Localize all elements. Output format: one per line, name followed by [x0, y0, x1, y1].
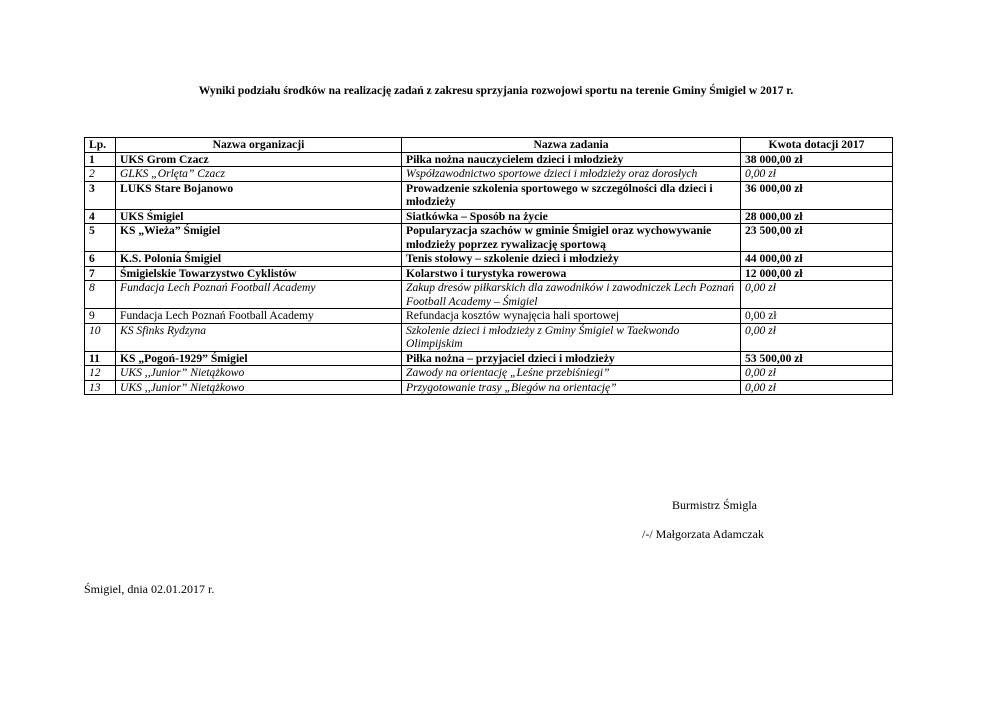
row-amount: 36 000,00 zł: [741, 181, 893, 209]
row-task: Zawody na orientację „Leśne przebiśniegi”: [402, 366, 741, 381]
table-row: [85, 252, 893, 267]
row-organization: KS Sfinks Rydzyna: [116, 323, 402, 351]
table-row: [85, 209, 893, 224]
row-task: Popularyzacja szachów w gminie Śmigiel oraz wychowywanie młodzieży poprzez rywalizację sportową: [402, 224, 741, 252]
table-row: [85, 309, 893, 324]
row-amount: 12 000,00 zł: [741, 266, 893, 281]
row-amount: 28 000,00 zł: [741, 209, 893, 224]
row-lp: 2: [85, 167, 116, 182]
row-lp: 6: [85, 252, 116, 267]
row-amount: 0,00 zł: [741, 323, 893, 351]
row-lp: 13: [85, 380, 116, 395]
header-task: Nazwa zadania: [402, 138, 741, 153]
row-lp: 9: [85, 309, 116, 324]
table-row: [85, 380, 893, 395]
row-organization: UKS Grom Czacz: [116, 152, 402, 167]
place-date: Śmigiel, dnia 02.01.2017 r.: [84, 582, 215, 596]
header-amount: Kwota dotacji 2017: [741, 138, 893, 153]
row-organization: UKS ,,Junior” Nietążkowo: [116, 366, 402, 381]
row-organization: UKS ,,Junior” Nietążkowo: [116, 380, 402, 395]
row-amount: 0,00 zł: [741, 380, 893, 395]
row-task: Zakup dresów piłkarskich dla zawodników i zawodniczek Lech Poznań Football Academy – Śmigiel: [402, 281, 741, 309]
row-task: Prowadzenie szkolenia sportowego w szczególności dla dzieci i młodzieży: [402, 181, 741, 209]
row-lp: 12: [85, 366, 116, 381]
row-organization: K.S. Polonia Śmigiel: [116, 252, 402, 267]
row-task: Siatkówka – Sposób na życie: [402, 209, 741, 224]
row-amount: 44 000,00 zł: [741, 252, 893, 267]
row-lp: 5: [85, 224, 116, 252]
row-lp: 10: [85, 323, 116, 351]
signature-name: /-/ Małgorzata Adamczak: [642, 527, 764, 541]
row-amount: 0,00 zł: [741, 309, 893, 324]
row-organization: Fundacja Lech Poznań Football Academy: [116, 309, 402, 324]
table-row: [85, 152, 893, 167]
row-lp: 7: [85, 266, 116, 281]
table-row: [85, 351, 893, 366]
row-lp: 1: [85, 152, 116, 167]
row-lp: 4: [85, 209, 116, 224]
row-organization: KS „Pogoń-1929” Śmigiel: [116, 351, 402, 366]
row-amount: 23 500,00 zł: [741, 224, 893, 252]
row-amount: 0,00 zł: [741, 366, 893, 381]
row-amount: 0,00 zł: [741, 281, 893, 309]
row-lp: 3: [85, 181, 116, 209]
table-row: [85, 266, 893, 281]
results-table: [84, 137, 893, 395]
table-row: [85, 366, 893, 381]
table-header-row: [85, 138, 893, 153]
row-task: Szkolenie dzieci i młodzieży z Gminy Śmigiel w Taekwondo Olimpijskim: [402, 323, 741, 351]
row-task: Współzawodnictwo sportowe dzieci i młodzieży oraz dorosłych: [402, 167, 741, 182]
row-task: Refundacja kosztów wynajęcia hali sportowej: [402, 309, 741, 324]
row-amount: 53 500,00 zł: [741, 351, 893, 366]
row-amount: 0,00 zł: [741, 167, 893, 182]
table-row: [85, 281, 893, 309]
document-title: Wyniki podziału środków na realizację zadań z zakresu sprzyjania rozwojowi sportu na terenie Gminy Śmigiel w 2017 r.: [198, 84, 794, 97]
table-row: [85, 167, 893, 182]
row-lp: 11: [85, 351, 116, 366]
row-task: Piłka nożna – przyjaciel dzieci i młodzieży: [402, 351, 741, 366]
row-lp: 8: [85, 281, 116, 309]
table-row: [85, 181, 893, 209]
signature-role: Burmistrz Śmigla: [672, 498, 757, 512]
row-organization: KS „Wieża” Śmigiel: [116, 224, 402, 252]
row-organization: LUKS Stare Bojanowo: [116, 181, 402, 209]
header-organization: Nazwa organizacji: [116, 138, 402, 153]
row-organization: GLKS „Orlęta” Czacz: [116, 167, 402, 182]
row-amount: 38 000,00 zł: [741, 152, 893, 167]
row-organization: Śmigielskie Towarzystwo Cyklistów: [116, 266, 402, 281]
row-organization: UKS Śmigiel: [116, 209, 402, 224]
table-row: [85, 224, 893, 252]
row-task: Piłka nożna nauczycielem dzieci i młodzieży: [402, 152, 741, 167]
row-task: Przygotowanie trasy „Biegów na orientację”: [402, 380, 741, 395]
row-organization: Fundacja Lech Poznań Football Academy: [116, 281, 402, 309]
table-row: [85, 323, 893, 351]
header-lp: Lp.: [85, 138, 116, 153]
row-task: Kolarstwo i turystyka rowerowa: [402, 266, 741, 281]
row-task: Tenis stołowy – szkolenie dzieci i młodzieży: [402, 252, 741, 267]
